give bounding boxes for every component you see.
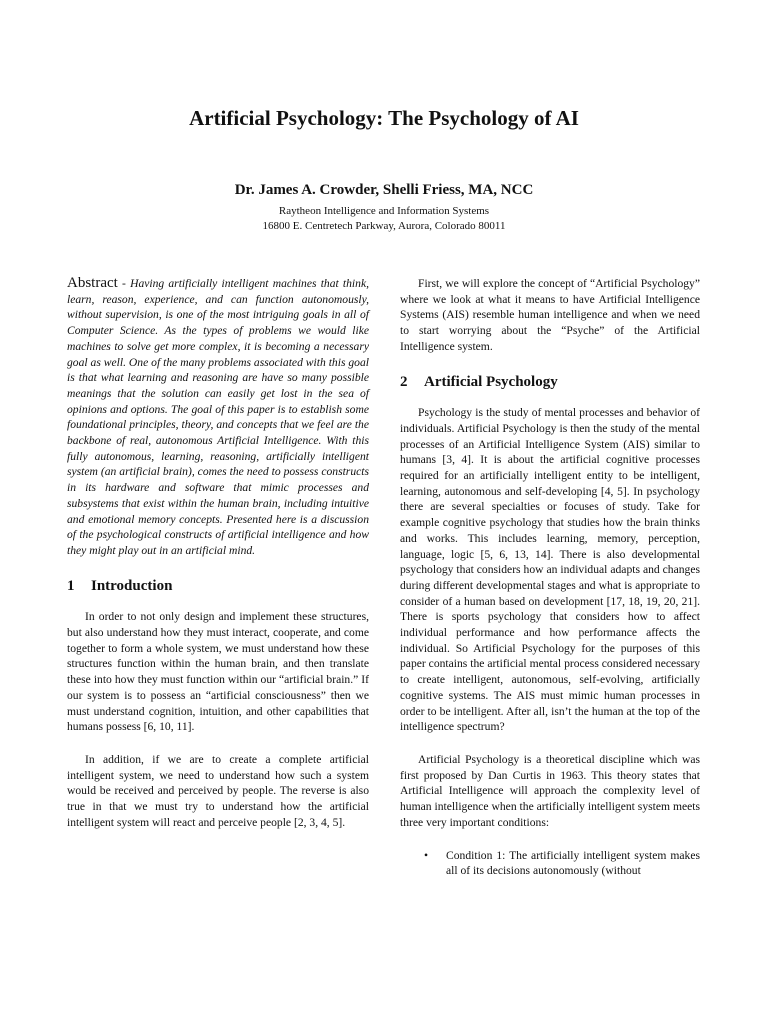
condition-item [400,848,700,879]
condition-text: Condition 1: The artificially intelligent system makes all of its decisions autonomously (without [446,848,700,878]
section2-paragraph-1: Psychology is the study of mental processes and behavior of individuals. Artificial Psychology is then the study of the mental processes of an Artificial Intelligence System (AIS) similar to humans [3, 4]. It is about the artificial cognitive processes required for an artificially intelligent entity to be intelligent, learning, autonomous and self-developing [4, 5]. In psychology there are several specialties or focuses of study. Take for example cognitive psychology that studies how the brain thinks and works. This includes learning, memory, perception, language, logic [5, 6, 13, 14]. There is also developmental psychology that considers how an individual adapts and changes during different developmental stages and what is appropriate to consider of a human based on development [17, 18, 19, 20, 21]. There is sports psychology that considers how to affect individual performance and how performance affects the individual. So Artificial Psychology for the purposes of this paper contains the artificial mental process considered necessary to create intelligent, autonomous, self-evolving, artificially cognitive systems. The AIS must mimic human processes in order to be intelligent. After all, isn’t the human at the top of the intelligence spectrum? [400,406,700,734]
intro-paragraph-3: First, we will explore the concept of “Artificial Psychology” where we look at what it means to have Artificial Intelligence Systems (AIS) resemble human intelligence and when we need to start worrying about the “Psyche” of the Artificial Intelligence system. [400,277,700,353]
abstract-heading: Abstract [67,275,118,291]
bullet-icon: • [424,848,429,862]
section2-paragraph-2: Artificial Psychology is a theoretical discipline which was first proposed by Dan Curtis in 1963. This theory states that Artificial Intelligence will approach the complexity level of human intelligence when the artificially intelligent system meets three very important conditions: [400,752,700,829]
right-column [400,276,700,879]
paper-title: Artificial Psychology: The Psychology of AI [189,106,579,130]
abstract [67,276,369,559]
section-heading-artificial-psychology [400,375,700,391]
conditions-list [400,848,700,879]
affiliation-organization: Raytheon Intelligence and Information Systems [278,205,490,217]
section-number: 2 [400,373,408,390]
left-column [67,276,369,831]
section-heading-introduction [67,579,369,595]
paper-authors: Dr. James A. Crowder, Shelli Friess, MA, NCC [234,182,534,198]
affiliation-address: 16800 E. Centretech Parkway, Aurora, Colorado 80011 [262,220,506,232]
abstract-text: - Having artificially intelligent machines that think, learn, reason, experience, and can function autonomously, without supervision, is one of the most intriguing goals in all of Computer Science. As the types of problems we would like machines to solve get more complex, it is becoming a necessary goal as well. One of the many problems associated with this goal is that what learning and reasoning are have so many possible meanings that the solution can easily get lost in the sea of opinions and options. The goal of this paper is to establish some foundational principles, theory, and concepts that we feel are the backbone of real, autonomous Artificial Intelligence. With this fully autonomous, learning, reasoning, artificially intelligent system (an artificial brain), comes the need to possess constructs in its hardware and software that mimic processes and subsystems that exist within the human brain, including intuitive and emotional memory concepts. Presented here is a discussion of the psychological constructs of artificial intelligence and how they might play out in an artificial mind. [67,277,369,557]
section-number: 1 [67,577,75,594]
section-title: Artificial Psychology [424,373,558,390]
intro-paragraph-2: In addition, if we are to create a complete artificial intelligent system, we need to understand how such a system would be received and perceived by people. The reverse is also true in that we must try to understand how the artificial intelligent system will react and perceive people [2, 3, 4, 5]. [67,752,369,829]
intro-paragraph-1: In order to not only design and implement these structures, but also understand how they must interact, cooperate, and come together to form a whole system, we must understand how these structures function within the human brain, and then translate these into how they must function within our “artificial brain.” If our system is to possess an “artificial consciousness” then we must understand cognition, intuition, and other capabilities that humans possess [6, 10, 11]. [67,610,369,734]
section-title: Introduction [91,577,173,594]
